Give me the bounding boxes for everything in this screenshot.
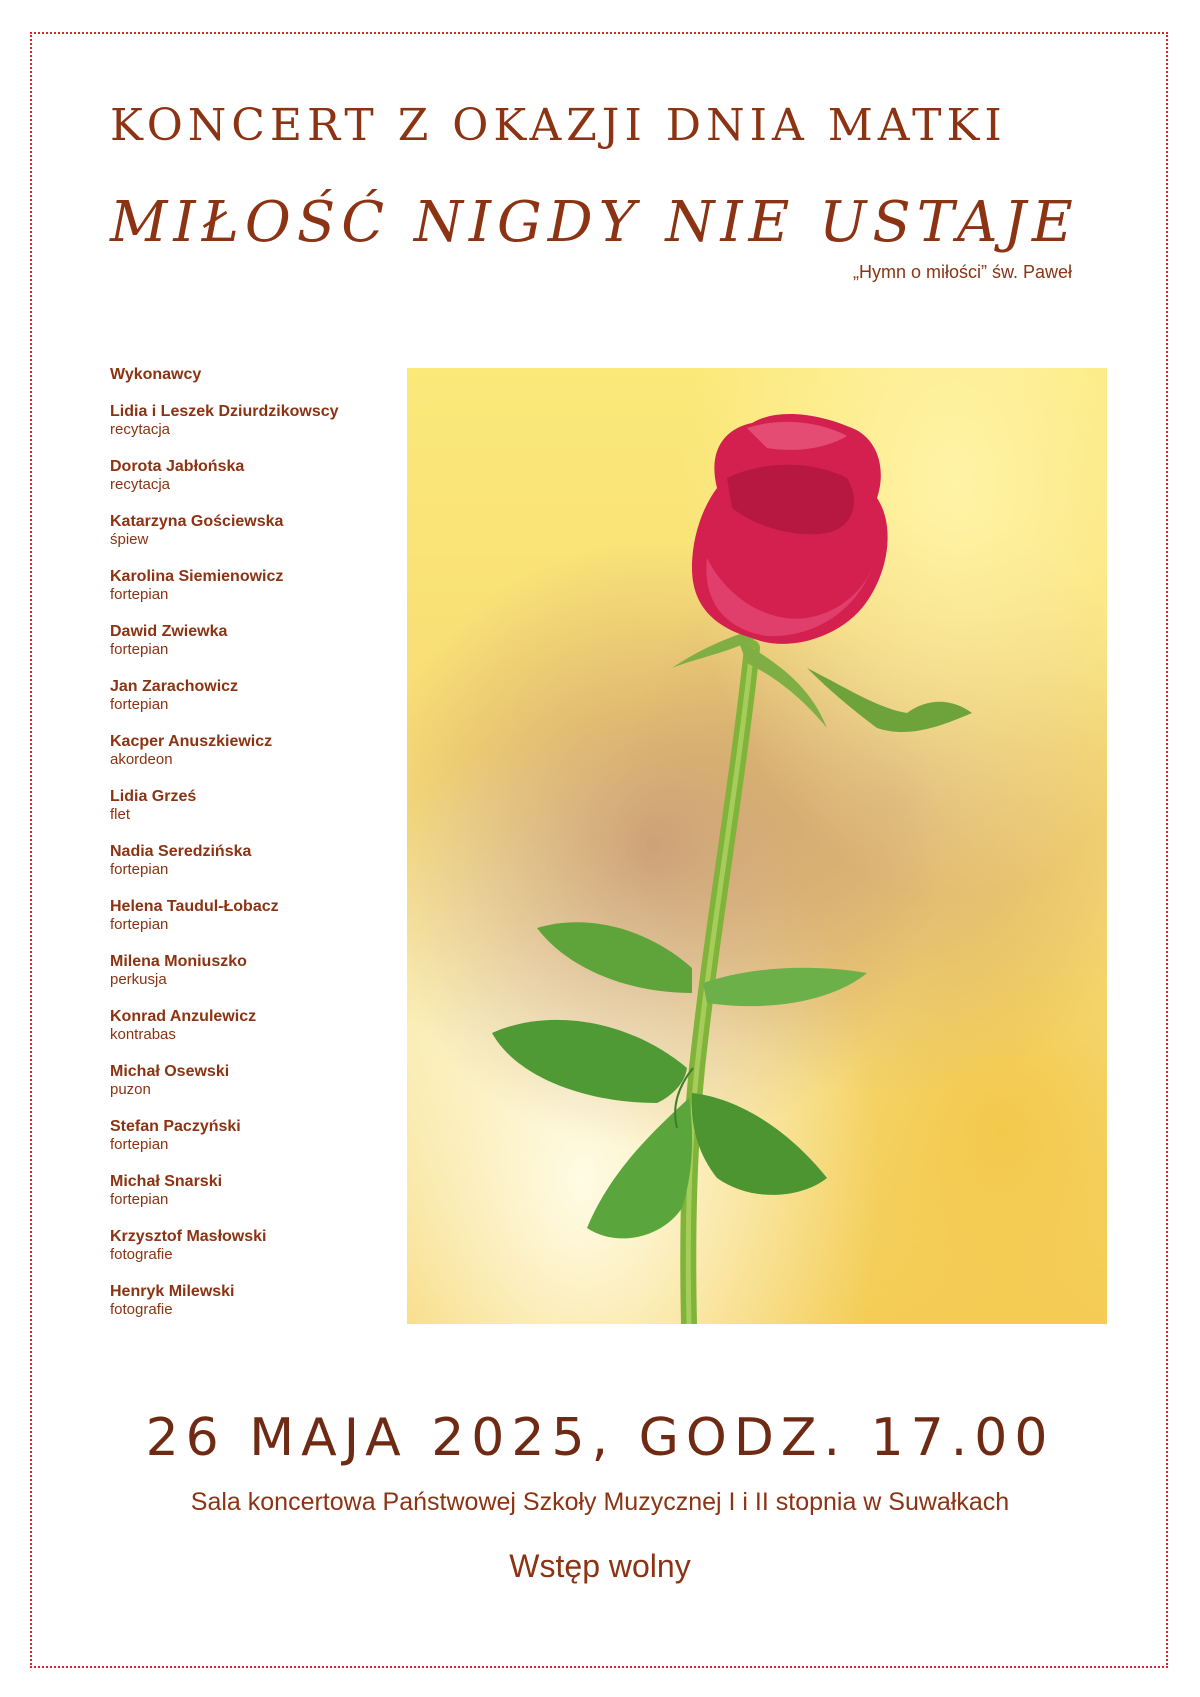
- performer-role: puzon: [110, 1081, 151, 1098]
- event-venue: Sala koncertowa Państwowej Szkoły Muzycznej I i II stopnia w Suwałkach: [190, 1488, 1010, 1516]
- performer-role: recytacja: [110, 421, 171, 438]
- performer-item: [110, 732, 400, 787]
- performer-role: fortepian: [110, 1136, 169, 1153]
- performer-item: [110, 842, 400, 897]
- performer-item: [110, 1282, 400, 1337]
- performer-name: Henryk Milewski: [110, 1283, 235, 1300]
- performer-role: fortepian: [110, 916, 169, 933]
- performer-item: [110, 457, 400, 512]
- performer-item: [110, 402, 400, 457]
- performer-item: [110, 1007, 400, 1062]
- performers-heading: Wykonawcy: [110, 366, 202, 383]
- rose-illustration: [407, 368, 1107, 1324]
- performer-item: [110, 622, 400, 677]
- performer-item: [110, 787, 400, 842]
- performer-name: Lidia i Leszek Dziurdzikowscy: [110, 403, 339, 420]
- performer-item: [110, 952, 400, 1007]
- performer-item: [110, 1227, 400, 1282]
- performer-name: Helena Taudul-Łobacz: [110, 898, 279, 915]
- performer-item: [110, 1172, 400, 1227]
- performer-item: [110, 512, 400, 567]
- performer-name: Dawid Zwiewka: [110, 623, 228, 640]
- leaf: [492, 1020, 687, 1103]
- performer-role: fotografie: [110, 1301, 173, 1318]
- performer-name: Nadia Seredzińska: [110, 843, 252, 860]
- performer-role: akordeon: [110, 751, 173, 768]
- concert-subtitle: MIŁOŚĆ NIGDY NIE USTAJE: [110, 190, 1079, 255]
- performer-item: [110, 897, 400, 952]
- performer-name: Michał Osewski: [110, 1063, 230, 1080]
- leaf: [537, 922, 692, 993]
- performer-name: Michał Snarski: [110, 1173, 223, 1190]
- performer-role: fortepian: [110, 861, 169, 878]
- performer-role: fortepian: [110, 696, 169, 713]
- performer-item: [110, 1062, 400, 1117]
- quote-attribution: „Hymn o miłości” św. Paweł: [852, 262, 1072, 282]
- event-date: 26 MAJA 2025, GODZ. 17.00: [145, 1408, 1055, 1468]
- performer-role: fortepian: [110, 641, 169, 658]
- concert-title: KONCERT Z OKAZJI DNIA MATKI: [110, 100, 1007, 151]
- performer-name: Dorota Jabłońska: [110, 458, 245, 475]
- performer-name: Karolina Siemienowicz: [110, 568, 284, 585]
- performer-name: Kacper Anuszkiewicz: [110, 733, 273, 750]
- performer-role: fotografie: [110, 1246, 173, 1263]
- performer-role: śpiew: [110, 531, 149, 548]
- performer-role: kontrabas: [110, 1026, 176, 1043]
- performer-role: fortepian: [110, 1191, 169, 1208]
- leaf: [703, 968, 867, 1006]
- performer-role: recytacja: [110, 476, 171, 493]
- performer-name: Milena Moniuszko: [110, 953, 247, 970]
- entry-info: Wstęp wolny: [509, 1548, 691, 1584]
- performer-name: Katarzyna Gościewska: [110, 513, 284, 530]
- performer-name: Lidia Grześ: [110, 788, 197, 805]
- performer-name: Krzysztof Masłowski: [110, 1228, 267, 1245]
- performer-role: flet: [110, 806, 131, 823]
- performer-name: Jan Zarachowicz: [110, 678, 239, 695]
- rose-painting: [407, 368, 1107, 1324]
- performers-list: [110, 366, 400, 1337]
- performer-name: Konrad Anzulewicz: [110, 1008, 257, 1025]
- leaf: [692, 1093, 827, 1195]
- performer-role: fortepian: [110, 586, 169, 603]
- performer-item: [110, 677, 400, 732]
- performer-item: [110, 567, 400, 622]
- performer-item: [110, 1117, 400, 1172]
- performer-name: Stefan Paczyński: [110, 1118, 241, 1135]
- performer-role: perkusja: [110, 971, 167, 988]
